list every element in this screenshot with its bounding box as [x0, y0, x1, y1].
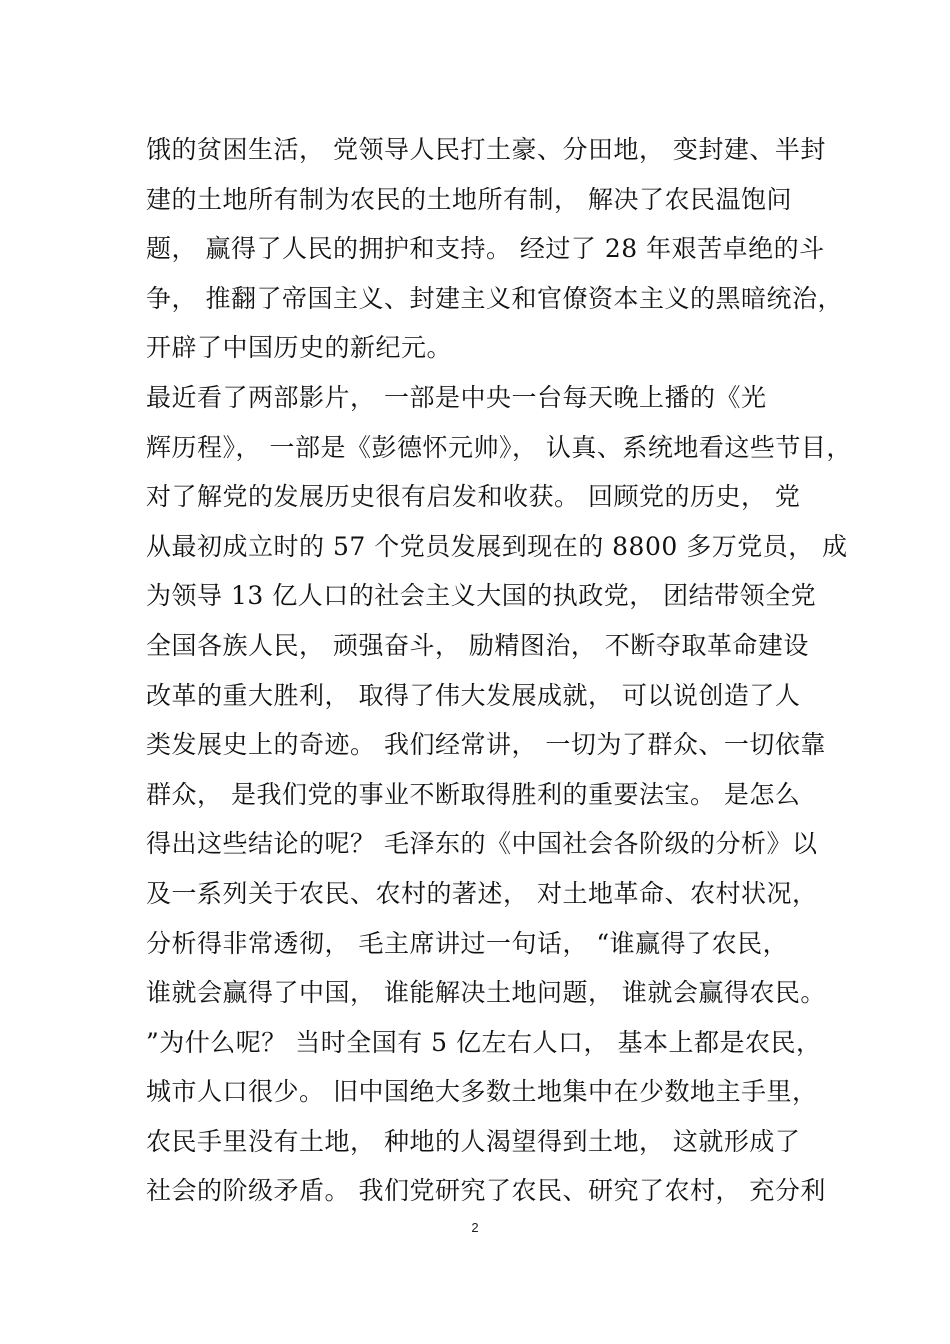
text-line: 争， 推翻了帝国主义、封建主义和官僚资本主义的黑暗统治， [146, 283, 843, 313]
text-line: 农民手里没有土地， 种地的人渴望得到土地， 这就形成了 [146, 1126, 801, 1156]
text-line: 开辟了中国历史的新纪元。 [146, 333, 453, 363]
text-line: 得出这些结论的呢？ 毛泽东的《中国社会各阶级的分析》以 [146, 829, 818, 859]
text-line: 饿的贫困生活， 党领导人民打土豪、分田地， 变封建、半封 [146, 135, 826, 164]
text-line: 题， 赢得了人民的拥护和支持。 经过了 28 年艰苦卓绝的斗 [146, 234, 825, 264]
text-line: 对了解党的发展历史很有启发和收获。 回顾党的历史， 党 [146, 482, 801, 512]
page-number: 2 [471, 1220, 479, 1235]
text-line: 社会的阶级矛盾。 我们党研究了农民、研究了农村， 充分利 [146, 1176, 826, 1206]
text-line: 类发展史上的奇迹。 我们经常讲， 一切为了群众、一切依靠 [146, 730, 826, 760]
text-line: 最近看了两部影片， 一部是中央一台每天晚上播的《光 [146, 382, 767, 412]
text-line: 分析得非常透彻， 毛主席讲过一句话， “谁赢得了农民， [146, 928, 789, 958]
text-line: ”为什么呢？ 当时全国有 5 亿左右人口， 基本上都是农民， [146, 1027, 822, 1057]
text-line: 群众， 是我们党的事业不断取得胜利的重要法宝。 是怎么 [146, 779, 801, 809]
text-line: 谁就会赢得了中国， 谁能解决土地问题， 谁就会赢得农民。 [146, 978, 826, 1008]
text-line: 改革的重大胜利， 取得了伟大发展成就， 可以说创造了人 [146, 680, 801, 710]
text-line: 建的土地所有制为农民的土地所有制， 解决了农民温饱问 [146, 184, 792, 214]
body-text [146, 125, 852, 1216]
text-line: 辉历程》， 一部是《彭德怀元帅》， 认真、系统地看这些节目， [146, 432, 852, 462]
text-line: 从最初成立时的 57 个党员发展到现在的 8800 多万党员， 成 [146, 531, 848, 561]
text-line: 城市人口很少。 旧中国绝大多数土地集中在少数地主手里， [146, 1077, 818, 1107]
text-line: 全国各族人民， 顽强奋斗， 励精图治， 不断夺取革命建设 [146, 630, 809, 660]
text-line: 为领导 13 亿人口的社会主义大国的执政党， 团结带领全党 [146, 581, 817, 611]
text-line: 及一系列关于农民、农村的著述， 对土地革命、农村状况， [146, 878, 818, 908]
